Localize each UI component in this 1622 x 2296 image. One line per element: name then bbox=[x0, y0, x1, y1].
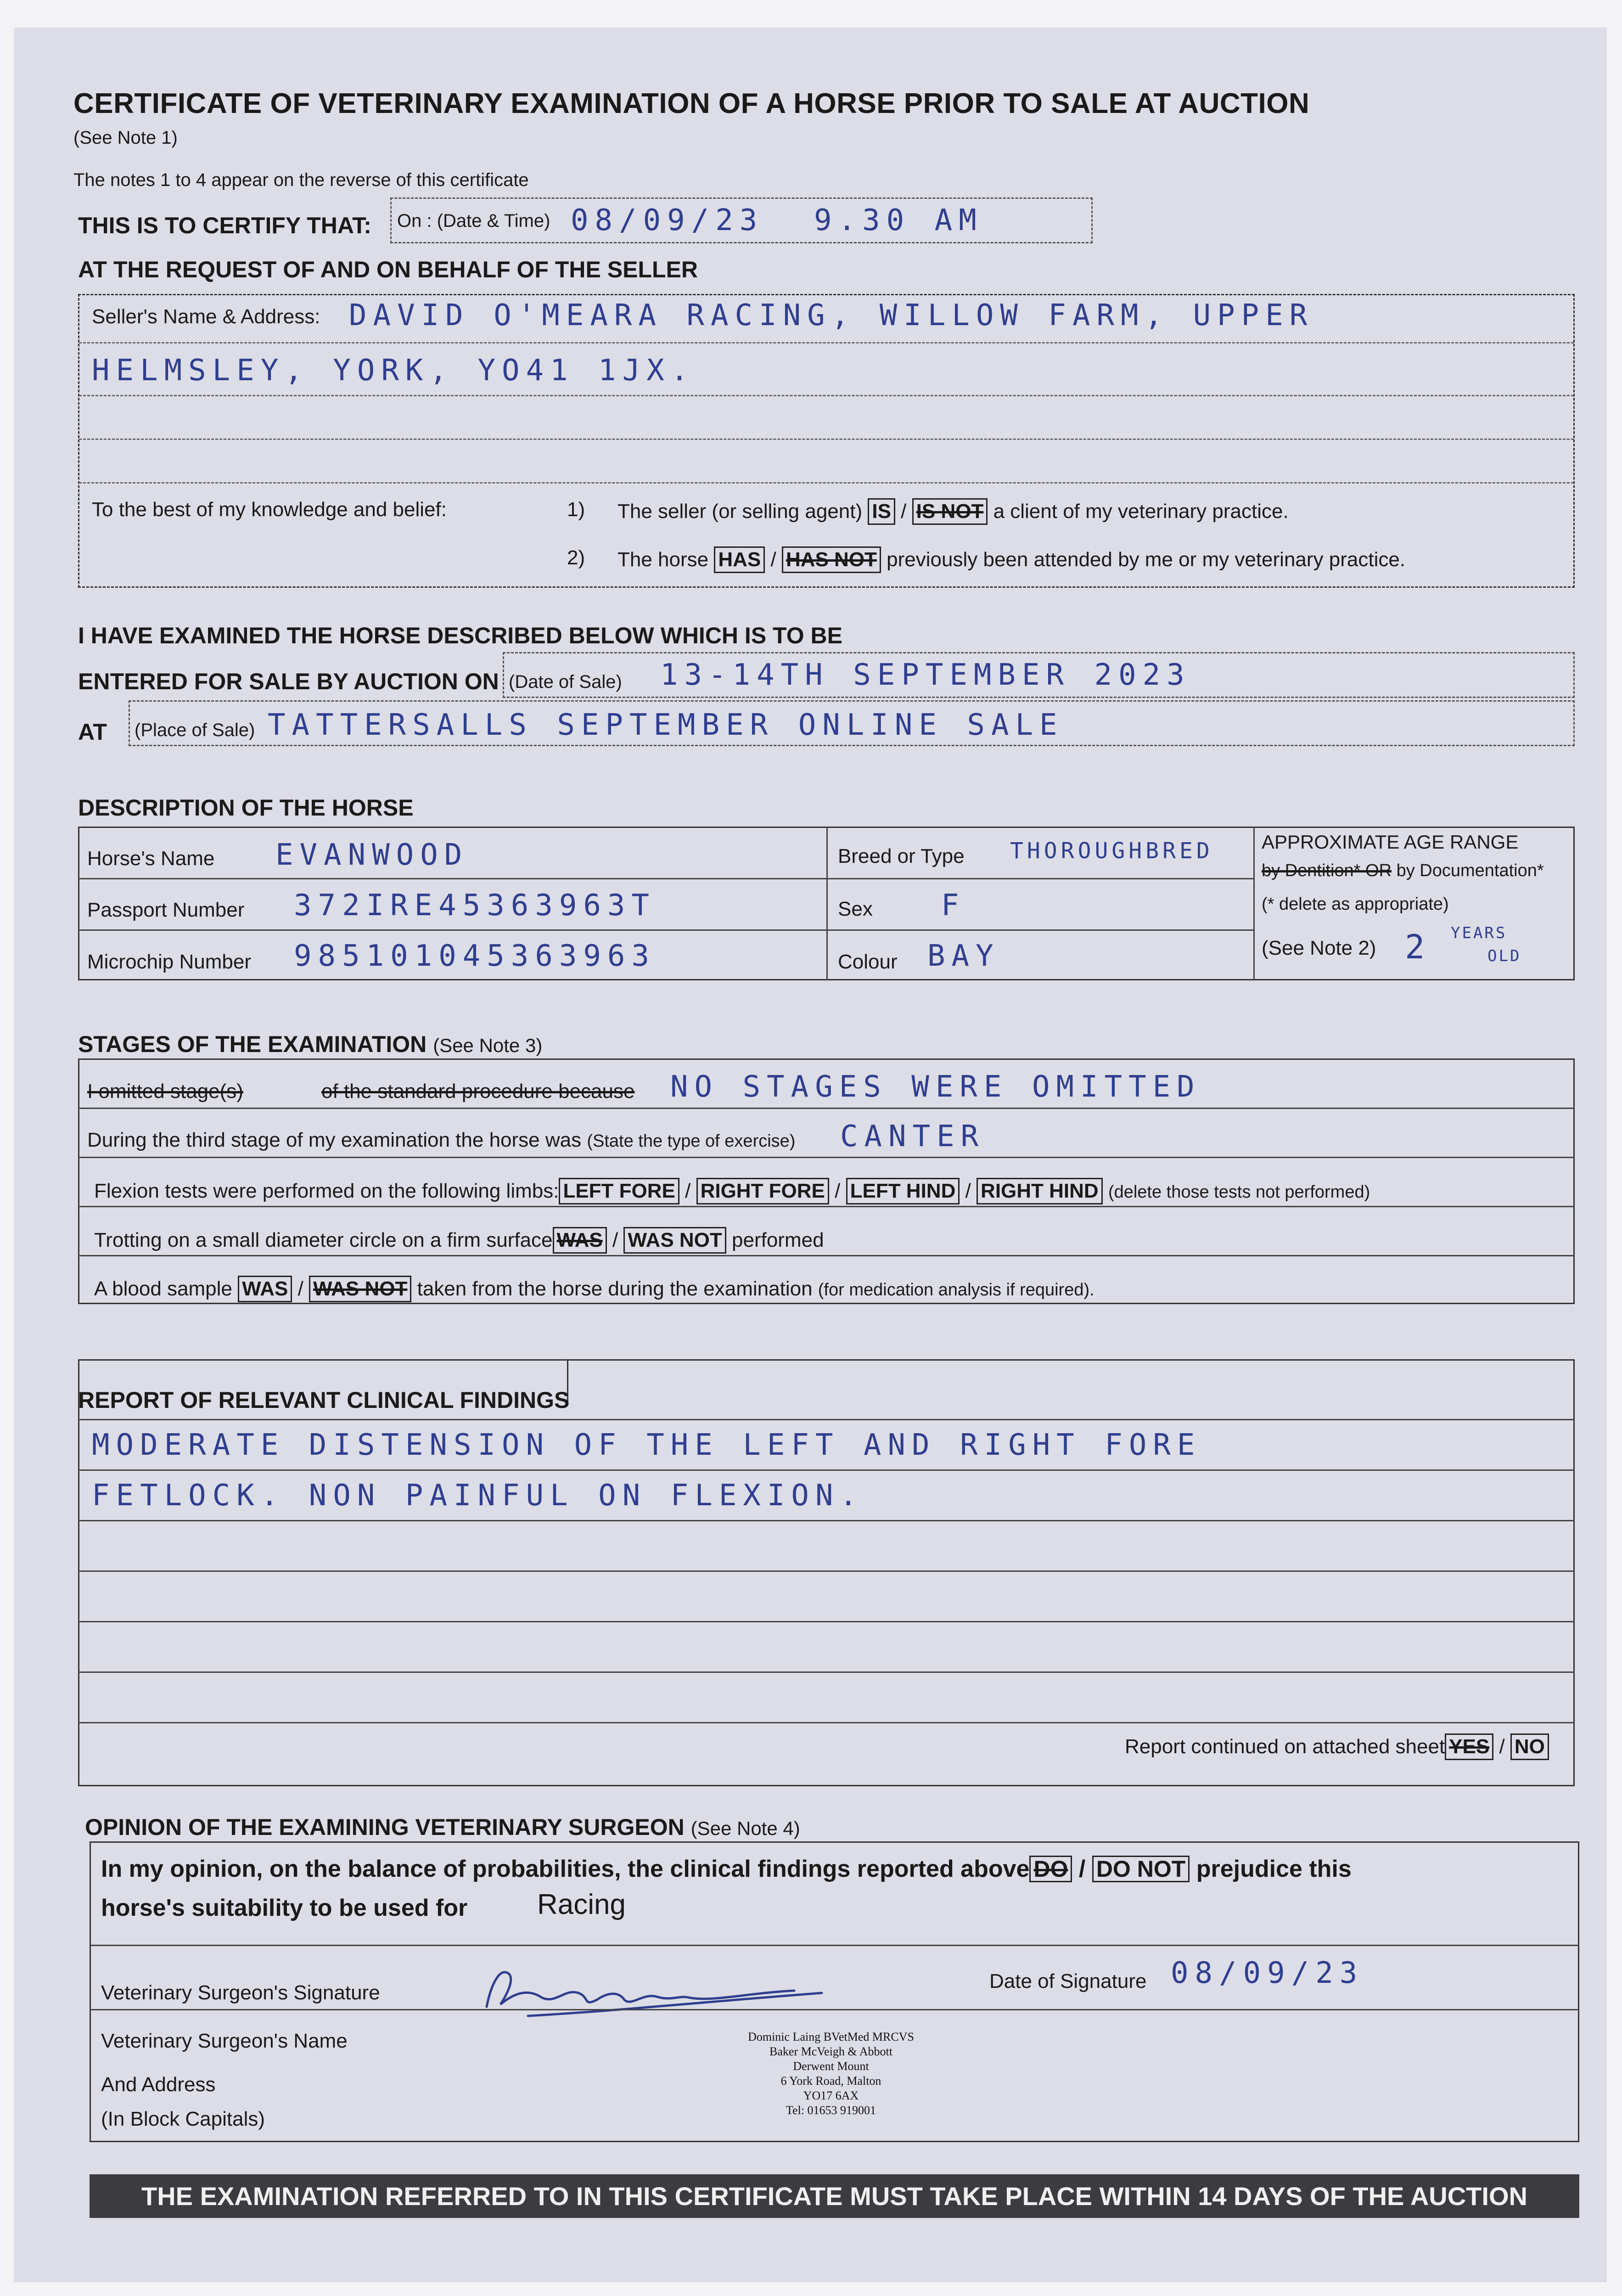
date-of-signature-value[interactable]: 08/09/23 bbox=[1171, 1956, 1364, 1990]
date-of-signature-label: Date of Signature bbox=[989, 1970, 1147, 1992]
microchip-label: Microchip Number bbox=[87, 951, 251, 973]
surgeon-name-label: Veterinary Surgeon's Name bbox=[101, 2030, 348, 2052]
third-stage-label: During the third stage of my examination the horse was bbox=[87, 1129, 582, 1151]
statement-2-tail: previously been attended by me or my veterinary practice. bbox=[887, 548, 1406, 571]
age-value-old: OLD bbox=[1487, 947, 1521, 965]
notes-line: The notes 1 to 4 appear on the reverse of this certificate bbox=[73, 170, 529, 190]
colour-label: Colour bbox=[838, 951, 898, 973]
stages-see-note-3: (See Note 3) bbox=[433, 1035, 543, 1056]
flexion-line: Flexion tests were performed on the following limbs: LEFT FORE / RIGHT FORE / LEFT HIND / RIGHT HIND (delete those tests not performed) bbox=[94, 1178, 1370, 1204]
stamp-line: Tel: 01653 919001 bbox=[786, 2104, 876, 2117]
sex-value[interactable]: F bbox=[941, 889, 965, 923]
age-value-years: YEARS bbox=[1451, 924, 1507, 942]
stamp-line: Dominic Laing BVetMed MRCVS bbox=[748, 2030, 914, 2043]
certificate-title: CERTIFICATE OF VETERINARY EXAMINATION OF A HORSE PRIOR TO SALE AT AUCTION bbox=[73, 88, 1310, 119]
report-heading: REPORT OF RELEVANT CLINICAL FINDINGS bbox=[78, 1387, 570, 1413]
age-delete-note: (* delete as appropriate) bbox=[1262, 895, 1449, 914]
report-continued-line: Report continued on attached sheet YES / NO bbox=[1125, 1733, 1549, 1760]
seller-label: Seller's Name & Address: bbox=[92, 305, 320, 328]
blood-label: A blood sample bbox=[94, 1277, 232, 1300]
continued-no-option[interactable]: NO bbox=[1510, 1733, 1549, 1760]
horse-name-label: Horse's Name bbox=[87, 847, 215, 870]
opinion-do-option[interactable]: DO bbox=[1029, 1856, 1072, 1882]
third-stage-value[interactable]: CANTER bbox=[840, 1120, 985, 1154]
flexion-label: Flexion tests were performed on the following limbs: bbox=[94, 1180, 559, 1202]
exam-time-value: 9.30 AM bbox=[814, 203, 983, 237]
seller-line-1[interactable]: DAVID O'MEARA RACING, WILLOW FARM, UPPER bbox=[349, 298, 1314, 332]
report-line-1[interactable]: MODERATE DISTENSION OF THE LEFT AND RIGHT FORE bbox=[92, 1428, 1201, 1462]
description-heading: DESCRIPTION OF THE HORSE bbox=[78, 795, 414, 821]
place-of-sale-value: TATTERSALLS SEPTEMBER ONLINE SALE bbox=[268, 708, 1064, 742]
practice-stamp bbox=[716, 2030, 946, 2118]
report-continued-label: Report continued on attached sheet bbox=[1125, 1735, 1445, 1758]
seller-line-2[interactable]: HELMSLEY, YORK, YO41 1JX. bbox=[92, 354, 695, 388]
third-stage-line bbox=[87, 1129, 795, 1152]
trot-was-option[interactable]: WAS bbox=[553, 1227, 607, 1254]
opinion-heading-text: OPINION OF THE EXAMINING VETERINARY SURGEON bbox=[85, 1814, 685, 1840]
opinion-see-note-4: (See Note 4) bbox=[690, 1818, 800, 1839]
microchip-value[interactable]: 985101045363963 bbox=[294, 939, 656, 973]
opinion-text-c: horse's suitability to be used for bbox=[101, 1895, 468, 1921]
colour-value[interactable]: BAY bbox=[927, 939, 1000, 973]
flexion-right-fore[interactable]: RIGHT FORE bbox=[696, 1178, 829, 1204]
statement-1-text: The seller (or selling agent) bbox=[617, 500, 863, 523]
date-of-sale-value: 13-14TH SEPTEMBER 2023 bbox=[660, 658, 1191, 692]
place-of-sale-field[interactable] bbox=[129, 700, 1575, 746]
surgeon-address-label: And Address bbox=[101, 2073, 216, 2096]
client-is-option[interactable]: IS bbox=[868, 498, 895, 525]
stamp-line: 6 York Road, Malton bbox=[780, 2074, 881, 2088]
age-by-dentition[interactable]: by Dentition* OR bbox=[1262, 861, 1392, 880]
stamp-line: YO17 6AX bbox=[803, 2089, 859, 2102]
stamp-line: Baker McVeigh & Abbott bbox=[769, 2045, 892, 2058]
trot-tail: performed bbox=[732, 1229, 824, 1251]
place-of-sale-label: (Place of Sale) bbox=[135, 720, 255, 740]
age-value-number[interactable]: 2 bbox=[1405, 928, 1431, 966]
trot-label: Trotting on a small diameter circle on a firm surface bbox=[94, 1229, 553, 1251]
stages-heading bbox=[78, 1031, 542, 1058]
omitted-stages-label: I omitted stage(s) bbox=[87, 1080, 243, 1103]
opinion-use-value[interactable]: Racing bbox=[537, 1889, 626, 1920]
blood-line: A blood sample WAS / WAS NOT taken from the horse during the examination (for medication analysis if required). bbox=[94, 1276, 1094, 1302]
age-see-note-2: (See Note 2) bbox=[1262, 937, 1376, 959]
attended-has-not-option[interactable]: HAS NOT bbox=[782, 546, 881, 573]
flexion-note: (delete those tests not performed) bbox=[1108, 1182, 1370, 1202]
attended-has-option[interactable]: HAS bbox=[714, 546, 765, 573]
flexion-right-hind[interactable]: RIGHT HIND bbox=[977, 1178, 1103, 1204]
date-of-sale-field[interactable] bbox=[503, 652, 1575, 698]
entered-label: ENTERED FOR SALE BY AUCTION ON bbox=[78, 669, 499, 694]
statement-2-text: The horse bbox=[617, 548, 709, 571]
flexion-left-hind[interactable]: LEFT HIND bbox=[846, 1178, 960, 1204]
seller-block bbox=[78, 294, 1575, 588]
statement-2-number: 2) bbox=[567, 546, 585, 569]
statement-1-number: 1) bbox=[567, 498, 585, 521]
knowledge-label: To the best of my knowledge and belief: bbox=[92, 498, 447, 521]
exam-date-value: 08/09/23 bbox=[571, 203, 764, 237]
signature-label: Veterinary Surgeon's Signature bbox=[101, 1981, 380, 2004]
date-of-sale-label: (Date of Sale) bbox=[509, 672, 622, 692]
statement-1: The seller (or selling agent) IS / IS NOT a client of my veterinary practice. bbox=[617, 498, 1289, 525]
horse-name-value[interactable]: EVANWOOD bbox=[275, 838, 469, 872]
request-line: AT THE REQUEST OF AND ON BEHALF OF THE SELLER bbox=[78, 257, 698, 282]
at-label: AT bbox=[78, 719, 107, 745]
block-capitals-label: (In Block Capitals) bbox=[101, 2108, 265, 2130]
opinion-do-not-option[interactable]: DO NOT bbox=[1092, 1856, 1190, 1882]
omitted-because-label: of the standard procedure because bbox=[321, 1080, 635, 1103]
footer-banner: THE EXAMINATION REFERRED TO IN THIS CERTIFICATE MUST TAKE PLACE WITHIN 14 DAYS OF THE AUCTION bbox=[90, 2174, 1579, 2218]
date-time-field[interactable] bbox=[390, 197, 1093, 243]
opinion-heading bbox=[85, 1814, 800, 1840]
report-line-2[interactable]: FETLOCK. NON PAINFUL ON FLEXION. bbox=[92, 1479, 864, 1513]
certify-label: THIS IS TO CERTIFY THAT: bbox=[78, 213, 371, 238]
opinion-text-b: prejudice this bbox=[1196, 1856, 1352, 1882]
client-is-not-option[interactable]: IS NOT bbox=[912, 498, 988, 525]
age-by-line bbox=[1262, 861, 1544, 881]
statement-2: The horse HAS / HAS NOT previously been attended by me or my veterinary practice. bbox=[617, 546, 1405, 573]
trot-was-not-option[interactable]: WAS NOT bbox=[623, 1227, 726, 1254]
flexion-left-fore[interactable]: LEFT FORE bbox=[559, 1178, 679, 1204]
age-range-heading: APPROXIMATE AGE RANGE bbox=[1262, 831, 1519, 853]
blood-tail: taken from the horse during the examination bbox=[417, 1277, 813, 1300]
opinion-text-line-1: In my opinion, on the balance of probabilities, the clinical findings reported above DO / DO NOT prejudice this bbox=[101, 1856, 1352, 1882]
continued-yes-option[interactable]: YES bbox=[1445, 1733, 1493, 1760]
opinion-text-a: In my opinion, on the balance of probabilities, the clinical findings reported above bbox=[101, 1856, 1030, 1882]
breed-value[interactable]: THOROUGHBRED bbox=[1010, 838, 1213, 864]
stages-heading-text: STAGES OF THE EXAMINATION bbox=[78, 1031, 427, 1057]
statement-1-tail: a client of my veterinary practice. bbox=[993, 500, 1289, 523]
examined-line: I HAVE EXAMINED THE HORSE DESCRIBED BELOW WHICH IS TO BE bbox=[78, 623, 842, 648]
third-stage-note: (State the type of exercise) bbox=[587, 1131, 796, 1151]
age-by-documentation[interactable]: by Documentation* bbox=[1396, 861, 1544, 880]
trot-line: Trotting on a small diameter circle on a firm surface WAS / WAS NOT performed bbox=[94, 1227, 824, 1254]
blood-was-option[interactable]: WAS bbox=[238, 1276, 292, 1302]
date-time-label: On : (Date & Time) bbox=[397, 211, 550, 231]
report-header-cell bbox=[567, 1359, 1575, 1405]
see-note-1: (See Note 1) bbox=[73, 128, 178, 148]
blood-note: (for medication analysis if required). bbox=[818, 1280, 1094, 1300]
sex-label: Sex bbox=[838, 898, 873, 920]
passport-label: Passport Number bbox=[87, 899, 245, 921]
breed-label: Breed or Type bbox=[838, 845, 965, 867]
omitted-stages-value[interactable]: NO STAGES WERE OMITTED bbox=[670, 1070, 1201, 1104]
passport-value[interactable]: 372IRE45363963T bbox=[294, 889, 656, 923]
blood-was-not-option[interactable]: WAS NOT bbox=[309, 1276, 411, 1302]
stamp-line: Derwent Mount bbox=[793, 2060, 869, 2073]
